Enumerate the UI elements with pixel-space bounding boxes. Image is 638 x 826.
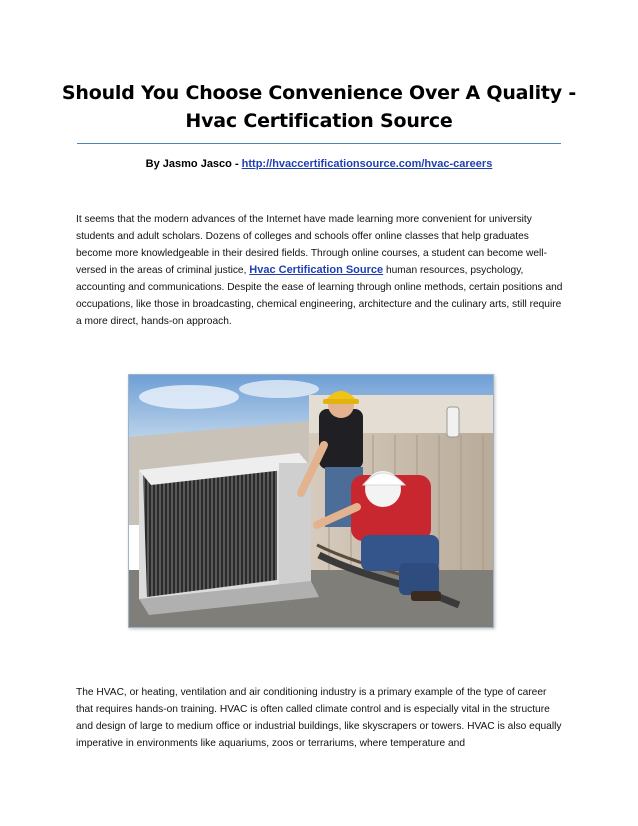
title-line-1: Should You Choose Convenience Over A Quality - [61, 82, 577, 104]
byline [77, 158, 561, 170]
hvac-technicians-photo [128, 374, 494, 628]
title-line-2: Hvac Certification Source [185, 110, 453, 132]
byline-author: By Jasmo Jasco - [145, 158, 242, 170]
paragraph-1-text-a: It seems that the modern advances of the Internet have made learning more convenient for university students and adult scholars. Dozens of colleges and schools offer online classes that help graduates become more knowledgeable in their desired fields. Through online courses, a student can become well-versed in the areas of criminal justice, [76, 214, 547, 276]
paragraph-1-text-b: human resources, psychology, accounting and communications. Despite the ease of learning through online methods, certain positions and occupations, like those in broadcasting, chemical engineering, architecture and the culinary arts, still require a more direct, hands-on approach. [76, 265, 563, 327]
photo-illustration [129, 375, 493, 627]
paragraph-2: The HVAC, or heating, ventilation and air conditioning industry is a primary example of the type of career that requires hands-on training. HVAC is often called climate control and is especially vital in the structure and design of large to medium office or industrial buildings, like skyscrapers or towers. HVAC is also equally imperative in environments like aquariums, zoos or terrariums, where temperature and [76, 687, 562, 749]
byline-link[interactable]: http://hvaccertificationsource.com/hvac-careers [241, 158, 493, 170]
paragraph-1 [76, 211, 566, 330]
inline-link-hvac-certification[interactable]: Hvac Certification Source [249, 264, 384, 276]
title-divider [77, 143, 561, 144]
page-title [60, 79, 578, 135]
